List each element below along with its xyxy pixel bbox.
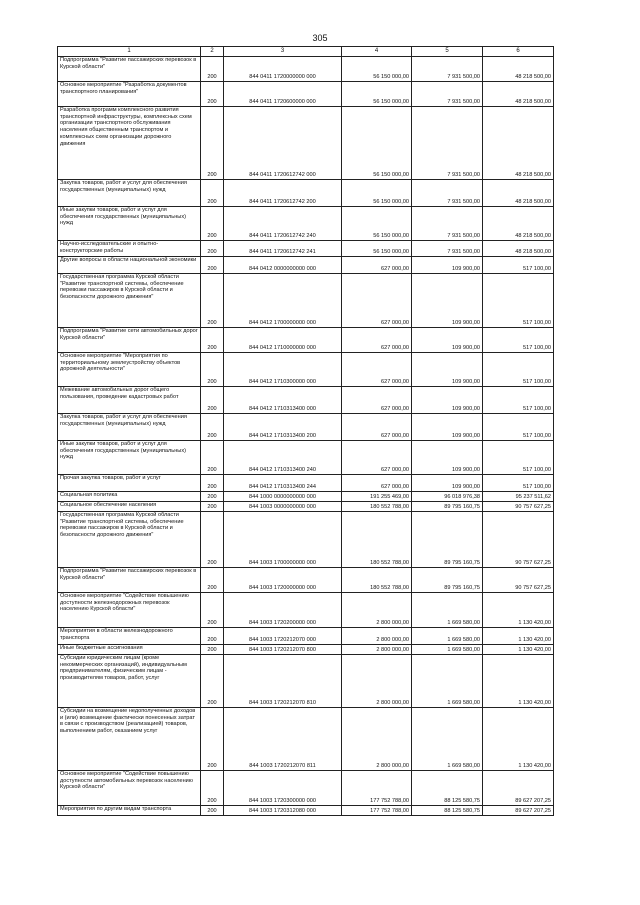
row-column-2: 200: [201, 180, 224, 207]
table-row: [58, 57, 554, 82]
row-amount-col6: 1 130 420,00: [483, 655, 554, 708]
row-column-2: 200: [201, 628, 224, 645]
row-column-2: 200: [201, 353, 224, 387]
row-amount-col5: 109 900,00: [412, 414, 483, 441]
row-amount-col4: 180 552 788,00: [342, 502, 412, 512]
row-amount-col6: 48 218 500,00: [483, 241, 554, 257]
row-amount-col4: 627 000,00: [342, 475, 412, 492]
row-description: Межевание автомобильных дорог общего пользования, проведение кадастровых работ: [58, 387, 201, 414]
row-column-2: 200: [201, 771, 224, 806]
row-amount-col4: 627 000,00: [342, 328, 412, 353]
row-classification-code: 844 1003 1720312080 000: [224, 806, 342, 816]
row-amount-col5: 109 900,00: [412, 274, 483, 328]
row-amount-col4: 2 800 000,00: [342, 708, 412, 771]
row-amount-col6: 517 100,00: [483, 274, 554, 328]
row-amount-col4: 627 000,00: [342, 257, 412, 274]
row-amount-col4: 627 000,00: [342, 414, 412, 441]
row-amount-col4: 627 000,00: [342, 353, 412, 387]
row-amount-col4: 627 000,00: [342, 274, 412, 328]
row-amount-col6: 1 130 420,00: [483, 593, 554, 628]
row-amount-col5: 96 018 976,38: [412, 492, 483, 502]
row-amount-col6: 48 218 500,00: [483, 57, 554, 82]
row-classification-code: 844 0412 1710300000 000: [224, 353, 342, 387]
row-column-2: 200: [201, 492, 224, 502]
row-classification-code: 844 0411 1720612742 200: [224, 180, 342, 207]
table-row: [58, 502, 554, 512]
row-column-2: 200: [201, 82, 224, 107]
row-classification-code: 844 0411 1720612742 000: [224, 107, 342, 180]
row-amount-col4: 180 552 788,00: [342, 512, 412, 568]
table-row: [58, 512, 554, 568]
row-column-2: 200: [201, 328, 224, 353]
row-description: Иные закупки товаров, работ и услуг для обеспечения государственных (муниципальных) нужд: [58, 207, 201, 241]
table-header-row: [58, 47, 554, 57]
row-amount-col6: 1 130 420,00: [483, 708, 554, 771]
row-column-2: 200: [201, 241, 224, 257]
row-classification-code: 844 1003 1720000000 000: [224, 568, 342, 593]
row-amount-col6: 48 218 500,00: [483, 107, 554, 180]
column-header: 6: [483, 47, 554, 57]
row-column-2: 200: [201, 207, 224, 241]
row-amount-col4: 56 150 000,00: [342, 241, 412, 257]
row-description: Научно-исследовательские и опытно-конструкторские работы: [58, 241, 201, 257]
table-row: [58, 475, 554, 492]
row-classification-code: 844 0411 1720600000 000: [224, 82, 342, 107]
row-amount-col5: 1 669 580,00: [412, 593, 483, 628]
table-row: [58, 328, 554, 353]
row-amount-col6: 89 627 207,25: [483, 771, 554, 806]
table-row: [58, 107, 554, 180]
row-amount-col4: 56 150 000,00: [342, 107, 412, 180]
row-amount-col6: 517 100,00: [483, 414, 554, 441]
row-description: Социальная политика: [58, 492, 201, 502]
row-amount-col5: 109 900,00: [412, 353, 483, 387]
row-amount-col5: 7 931 500,00: [412, 82, 483, 107]
budget-table: [57, 46, 554, 816]
row-classification-code: 844 1003 1720212070 800: [224, 645, 342, 655]
row-column-2: 200: [201, 655, 224, 708]
table-row: [58, 180, 554, 207]
row-amount-col4: 2 800 000,00: [342, 645, 412, 655]
row-classification-code: 844 0411 1720000000 000: [224, 57, 342, 82]
table-row: [58, 387, 554, 414]
row-description: Подпрограмма "Развитие сети автомобильных дорог Курской области": [58, 328, 201, 353]
row-description: Субсидии юридическим лицам (кроме некоммерческих организаций), индивидуальным предпринимателям, физическим лицам - производителям товаров, работ, услуг: [58, 655, 201, 708]
row-amount-col4: 2 800 000,00: [342, 655, 412, 708]
row-amount-col6: 1 130 420,00: [483, 628, 554, 645]
row-classification-code: 844 1003 1720212070 000: [224, 628, 342, 645]
row-amount-col5: 7 931 500,00: [412, 241, 483, 257]
row-amount-col5: 89 795 160,75: [412, 502, 483, 512]
table-row: [58, 241, 554, 257]
row-description: Государственная программа Курской области "Развитие транспортной системы, обеспечение перевозки пассажиров в Курской области и безопасности дорожного движения": [58, 274, 201, 328]
row-amount-col5: 109 900,00: [412, 257, 483, 274]
column-header: 3: [224, 47, 342, 57]
row-amount-col6: 517 100,00: [483, 257, 554, 274]
row-amount-col6: 517 100,00: [483, 353, 554, 387]
row-amount-col5: 1 669 580,00: [412, 628, 483, 645]
table-row: [58, 628, 554, 645]
row-amount-col5: 7 931 500,00: [412, 207, 483, 241]
table-row: [58, 274, 554, 328]
row-description: Закупка товаров, работ и услуг для обеспечения государственных (муниципальных) нужд: [58, 180, 201, 207]
row-column-2: 200: [201, 57, 224, 82]
row-amount-col4: 56 150 000,00: [342, 207, 412, 241]
row-description: Основное мероприятие "Мероприятия по территориальному землеустройству объектов дорожной деятельности": [58, 353, 201, 387]
table-row: [58, 655, 554, 708]
row-classification-code: 844 1000 0000000000 000: [224, 492, 342, 502]
table-row: [58, 645, 554, 655]
row-amount-col4: 56 150 000,00: [342, 82, 412, 107]
table-row: [58, 82, 554, 107]
row-classification-code: 844 1003 1720212070 811: [224, 708, 342, 771]
row-amount-col4: 191 255 469,00: [342, 492, 412, 502]
table-body: [58, 57, 554, 816]
row-amount-col6: 90 757 627,25: [483, 568, 554, 593]
table-row: [58, 708, 554, 771]
row-amount-col5: 88 125 580,75: [412, 806, 483, 816]
row-description: Прочая закупка товаров, работ и услуг: [58, 475, 201, 492]
row-column-2: 200: [201, 441, 224, 475]
row-column-2: 200: [201, 512, 224, 568]
table-row: [58, 806, 554, 816]
row-amount-col5: 1 669 580,00: [412, 645, 483, 655]
row-description: Подпрограмма "Развитие пассажирских перевозок в Курской области": [58, 568, 201, 593]
row-column-2: 200: [201, 708, 224, 771]
row-amount-col5: 1 669 580,00: [412, 655, 483, 708]
row-classification-code: 844 1003 1720212070 810: [224, 655, 342, 708]
row-amount-col6: 90 757 627,25: [483, 512, 554, 568]
row-amount-col4: 177 752 788,00: [342, 771, 412, 806]
row-classification-code: 844 1003 1720200000 000: [224, 593, 342, 628]
row-description: Закупка товаров, работ и услуг для обеспечения государственных (муниципальных) нужд: [58, 414, 201, 441]
row-amount-col4: 177 752 788,00: [342, 806, 412, 816]
row-amount-col6: 517 100,00: [483, 328, 554, 353]
row-amount-col4: 627 000,00: [342, 387, 412, 414]
row-amount-col4: 2 800 000,00: [342, 593, 412, 628]
row-description: Мероприятия в области железнодорожного транспорта: [58, 628, 201, 645]
row-classification-code: 844 0412 1710313400 244: [224, 475, 342, 492]
row-column-2: 200: [201, 107, 224, 180]
row-classification-code: 844 0412 1700000000 000: [224, 274, 342, 328]
row-amount-col6: 89 627 207,25: [483, 806, 554, 816]
row-amount-col6: 48 218 500,00: [483, 82, 554, 107]
row-column-2: 200: [201, 806, 224, 816]
row-amount-col5: 109 900,00: [412, 387, 483, 414]
row-column-2: 200: [201, 387, 224, 414]
row-amount-col6: 90 757 627,25: [483, 502, 554, 512]
row-amount-col4: 56 150 000,00: [342, 57, 412, 82]
row-amount-col4: 627 000,00: [342, 441, 412, 475]
column-header: 1: [58, 47, 201, 57]
table-row: [58, 593, 554, 628]
table-row: [58, 353, 554, 387]
table-row: [58, 207, 554, 241]
table-row: [58, 257, 554, 274]
row-amount-col5: 89 795 160,75: [412, 512, 483, 568]
row-classification-code: 844 0412 0000000000 000: [224, 257, 342, 274]
row-description: Разработка программ комплексного развития транспортной инфраструктуры, комплексных схем организации транспортного обслуживания населения общественным транспортом и комплексных схем организации дорожного движения: [58, 107, 201, 180]
row-amount-col5: 109 900,00: [412, 475, 483, 492]
row-description: Подпрограмма "Развитие пассажирских перевозок в Курской области": [58, 57, 201, 82]
row-classification-code: 844 0412 1710313400 200: [224, 414, 342, 441]
table-row: [58, 492, 554, 502]
row-amount-col4: 180 552 788,00: [342, 568, 412, 593]
table-row: [58, 771, 554, 806]
row-amount-col6: 95 237 511,62: [483, 492, 554, 502]
row-description: Социальное обеспечение населения: [58, 502, 201, 512]
row-amount-col5: 109 900,00: [412, 328, 483, 353]
row-description: Субсидии на возмещение недополученных доходов и (или) возмещение фактически понесенных затрат в связи с производством (реализацией) товаров, выполнением работ, оказанием услуг: [58, 708, 201, 771]
row-column-2: 200: [201, 475, 224, 492]
row-description: Другие вопросы в области национальной экономики: [58, 257, 201, 274]
row-column-2: 200: [201, 645, 224, 655]
row-amount-col6: 517 100,00: [483, 387, 554, 414]
row-amount-col5: 7 931 500,00: [412, 180, 483, 207]
row-amount-col6: 517 100,00: [483, 441, 554, 475]
table-row: [58, 441, 554, 475]
row-classification-code: 844 0412 1710313400 240: [224, 441, 342, 475]
row-amount-col6: 1 130 420,00: [483, 645, 554, 655]
row-classification-code: 844 0411 1720612742 240: [224, 207, 342, 241]
row-description: Основное мероприятие "Разработка документов транспортного планирования": [58, 82, 201, 107]
column-header: 5: [412, 47, 483, 57]
row-amount-col4: 2 800 000,00: [342, 628, 412, 645]
row-classification-code: 844 0412 1710000000 000: [224, 328, 342, 353]
row-column-2: 200: [201, 568, 224, 593]
row-description: Государственная программа Курской области "Развитие транспортной системы, обеспечение перевозки пассажиров в Курской области и безопасности дорожного движения": [58, 512, 201, 568]
column-header: 2: [201, 47, 224, 57]
row-description: Основное мероприятие "Содействие повышению доступности автомобильных перевозок населению Курской области": [58, 771, 201, 806]
row-column-2: 200: [201, 502, 224, 512]
row-column-2: 200: [201, 414, 224, 441]
row-amount-col5: 89 795 160,75: [412, 568, 483, 593]
row-description: Иные закупки товаров, работ и услуг для обеспечения государственных (муниципальных) нужд: [58, 441, 201, 475]
page-number: 305: [312, 33, 328, 43]
row-amount-col5: 1 669 580,00: [412, 708, 483, 771]
row-classification-code: 844 0411 1720612742 241: [224, 241, 342, 257]
row-amount-col6: 517 100,00: [483, 475, 554, 492]
row-column-2: 200: [201, 257, 224, 274]
row-amount-col6: 48 218 500,00: [483, 207, 554, 241]
row-column-2: 200: [201, 274, 224, 328]
row-classification-code: 844 0412 1710313400 000: [224, 387, 342, 414]
row-classification-code: 844 1003 0000000000 000: [224, 502, 342, 512]
row-classification-code: 844 1003 1700000000 000: [224, 512, 342, 568]
row-column-2: 200: [201, 593, 224, 628]
row-amount-col5: 109 900,00: [412, 441, 483, 475]
row-description: Основное мероприятие "Содействие повышению доступности железнодорожных перевозок населению Курской области": [58, 593, 201, 628]
row-amount-col4: 56 150 000,00: [342, 180, 412, 207]
column-header: 4: [342, 47, 412, 57]
row-amount-col6: 48 218 500,00: [483, 180, 554, 207]
row-description: Иные бюджетные ассигнования: [58, 645, 201, 655]
table-row: [58, 414, 554, 441]
row-amount-col5: 88 125 580,75: [412, 771, 483, 806]
row-amount-col5: 7 931 500,00: [412, 57, 483, 82]
row-classification-code: 844 1003 1720300000 000: [224, 771, 342, 806]
row-description: Мероприятия по другим видам транспорта: [58, 806, 201, 816]
row-amount-col5: 7 931 500,00: [412, 107, 483, 180]
table-row: [58, 568, 554, 593]
